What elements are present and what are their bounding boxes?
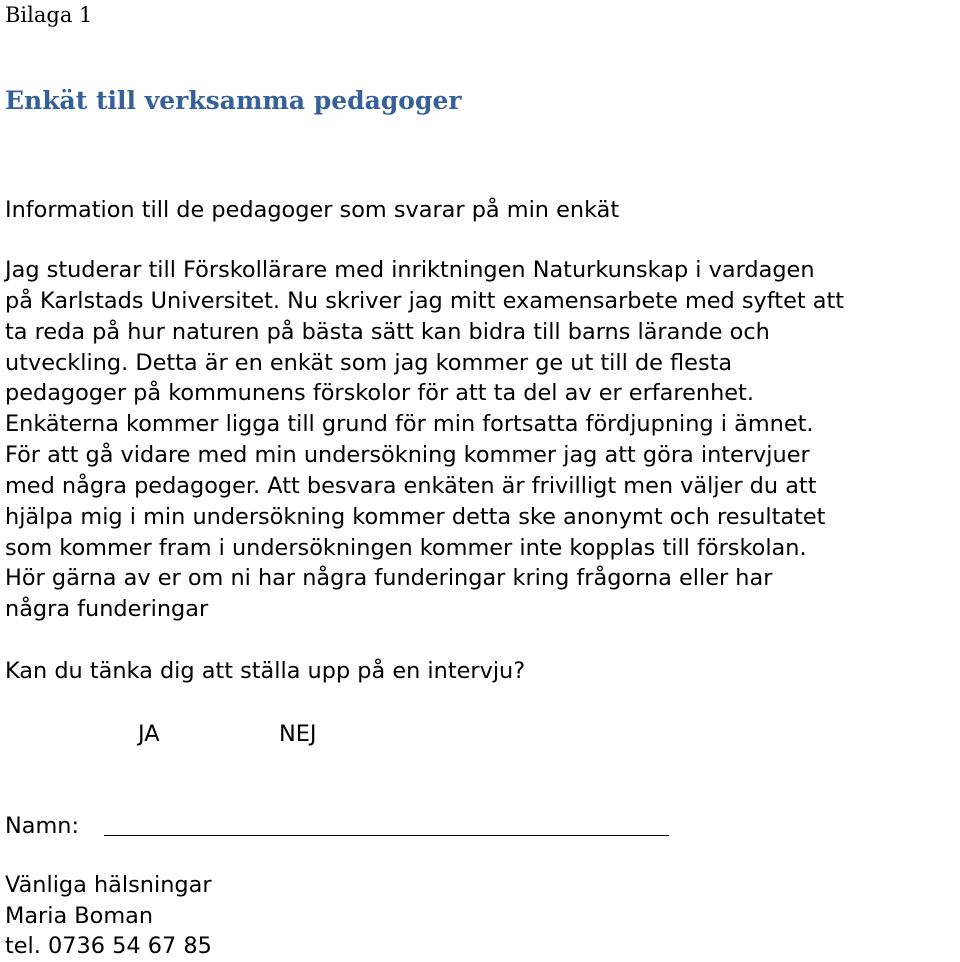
body-line: Hör gärna av er om ni har några funderingar kring frågorna eller har [5,565,773,592]
body-line: Enkäterna kommer ligga till grund för min fortsatta fördjupning i ämnet. [5,411,814,438]
body-line: pedagoger på kommunens förskolor för att ta del av er erfarenhet. [5,380,754,407]
body-line: några funderingar [5,596,209,623]
name-label: Namn: [5,813,80,839]
body-line: Jag studerar till Förskollärare med inriktningen Naturkunskap i vardagen [5,257,815,283]
body-line: på Karlstads Universitet. Nu skriver jag mitt examensarbete med syftet att [5,287,845,314]
sender-phone: tel. 0736 54 67 85 [5,933,212,959]
body-line: För att gå vidare med min undersökning kommer jag att göra intervjuer [5,442,810,469]
closing-greeting: Vänliga hälsningar [5,872,212,898]
answer-yes-option[interactable]: JA [138,721,160,747]
body-line: utveckling. Detta är en enkät som jag kommer ge ut till de flesta [5,349,733,376]
body-line: med några pedagoger. Att besvara enkäten är frivilligt men väljer du att [5,472,817,499]
answer-no-option[interactable]: NEJ [279,721,317,747]
closing-block [5,870,212,962]
sender-name: Maria Boman [5,902,154,929]
body-line: som kommer fram i undersökningen kommer inte kopplas till förskolan. [5,534,807,561]
document-title: Enkät till verksamma pedagoger [5,86,462,115]
body-line: ta reda på hur naturen på bästa sätt kan bidra till barns lärande och [5,318,770,345]
interview-question: Kan du tänka dig att ställa upp på en intervju? [5,658,526,684]
appendix-label: Bilaga 1 [5,3,93,27]
info-heading: Information till de pedagoger som svarar på min enkät [5,197,620,223]
body-line: hjälpa mig i min undersökning kommer detta ske anonymt och resultatet [5,503,826,530]
name-input-line[interactable] [104,835,669,836]
body-paragraph [5,255,960,625]
